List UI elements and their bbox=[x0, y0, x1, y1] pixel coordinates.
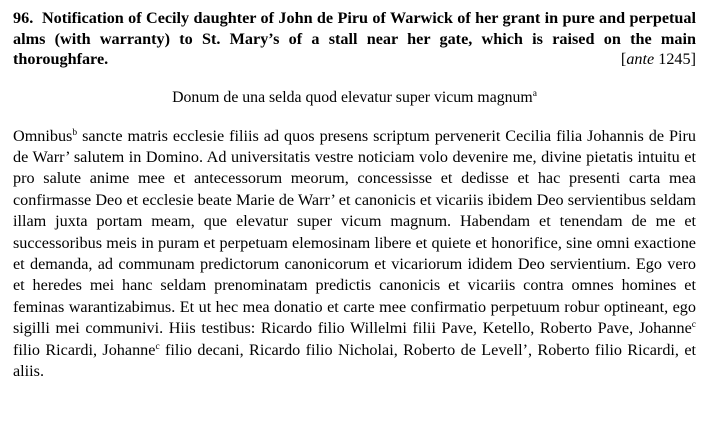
entry-date: [ante 1245] bbox=[620, 50, 696, 68]
entry-heading-text: Notification of Cecily daughter of John de Piru of Warwick of her grant in pure and perpetual alms (with warranty) to St. Mary’s of a stall near her gate, which is raised on the main thoroughfare. bbox=[13, 9, 696, 68]
footnote-marker-a: a bbox=[532, 88, 537, 99]
footnote-marker-b: b bbox=[72, 127, 78, 138]
charter-text: Omnibus$^b$ sancte matris ecclesie filiis ad quos presens scriptum pervenerit Cecilia filia Johannis de Piru de Warr’ salutem in Domino. Ad universitatis vestre noticiam volo devenire me, divine pietatis intuitu et pro salute anime mee et antecessorum meorum, concessisse et dedisse et hac presenti carta mea confirmasse Deo et ecclesie beate Marie de Warr’ et canonicis et vicariis ibidem Deo servientibus seldam illam juxta portam meam, que elevatur super vicum magnum. Habendam et tenendam de me et successoribus meis in puram et perpetuam elemosinam libere et quiete et honorifice, sine omni exactione et demanda, ad communam predictorum canonicorum et vicariorum ididem Deo servientium. Ego vero et heredes mei hanc seldam prenominatam predictis canonicis et vicariis contra omnes homines et feminas warantizabimus. Et ut hec mea donatio et carte mee confirmatio perpetuum robur optineant, ego sigilli mei communivi. Hiis testibus: Ricardo filio Willelmi filii Pave, Ketello, Roberto Pave, Johanne$^c$ filio Ricardi, Johanne$^c$ filio decani, Ricardo filio Nicholai, Roberto de Levell’, Roberto filio Ricardi, et aliis. bbox=[13, 126, 697, 380]
entry-heading bbox=[13, 8, 696, 70]
footnote-marker-c: c bbox=[691, 320, 696, 331]
entry-date-ante: ante bbox=[626, 50, 655, 68]
entry-number: 96. bbox=[13, 9, 34, 27]
footnote-marker-c: c bbox=[155, 341, 160, 352]
charter-title-text: Donum de una selda quod elevatur super vicum magnum bbox=[172, 88, 533, 106]
charter-title bbox=[13, 88, 696, 108]
